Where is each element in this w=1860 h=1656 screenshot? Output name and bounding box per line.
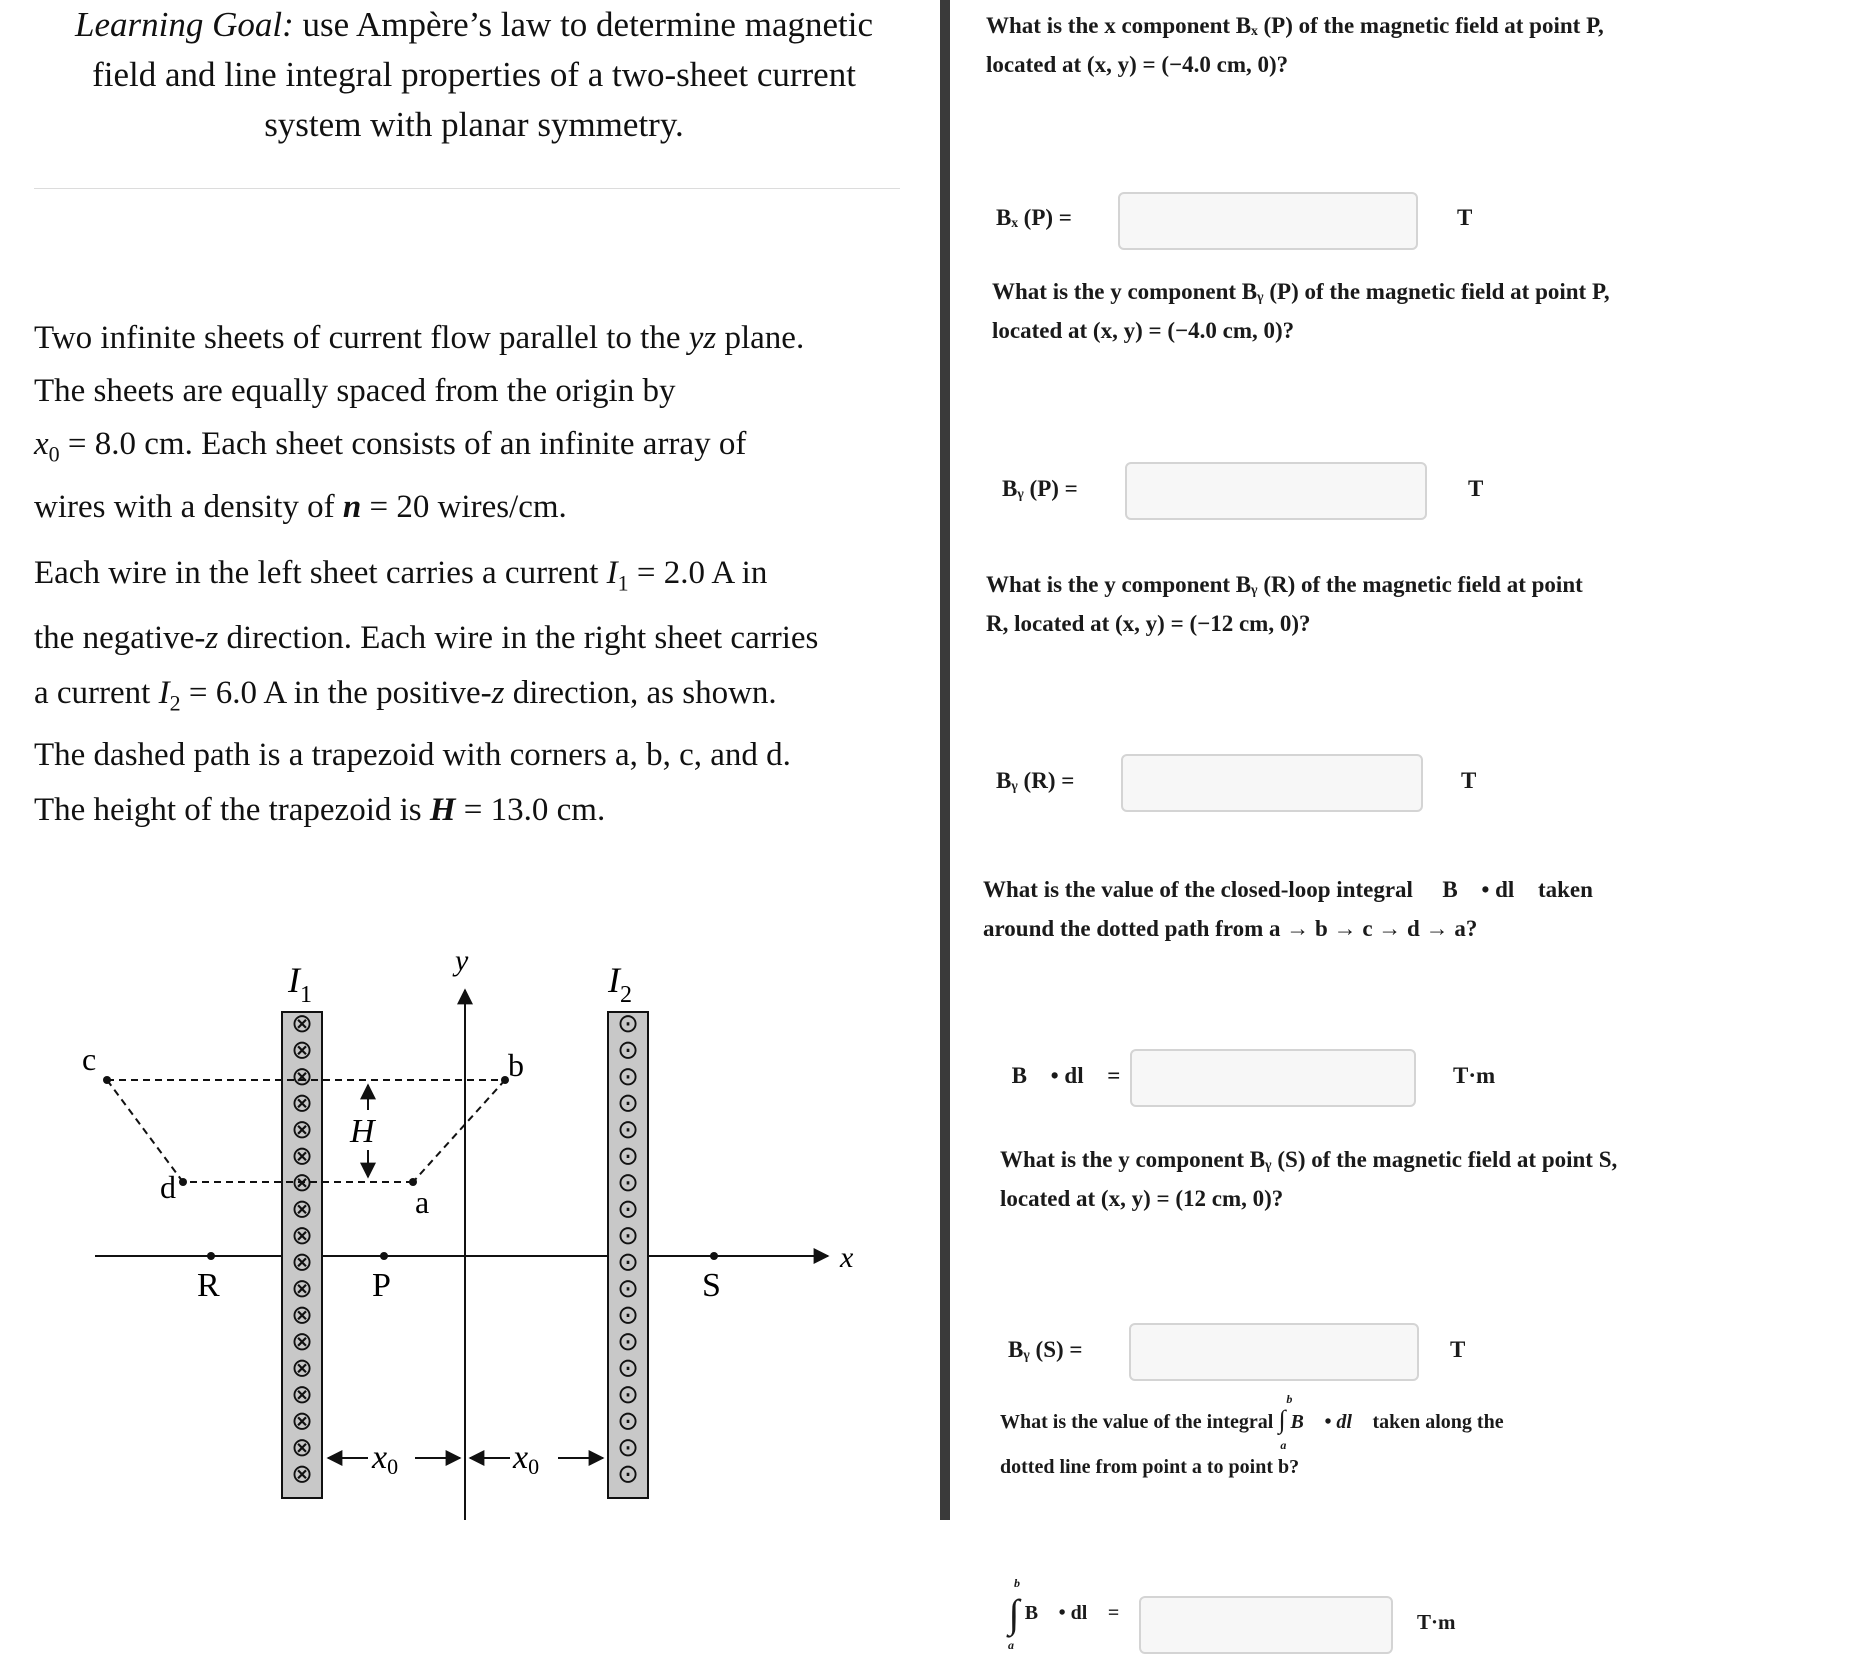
wire-out-of-page-icon: ⊙: [617, 1433, 639, 1463]
I2-sub: 2: [620, 982, 632, 1008]
answer-label-closed-loop: ∮ B⃗ • dl⃗ =: [988, 1063, 1121, 1088]
wire-into-page-icon: ⊗: [291, 1088, 313, 1119]
var-z: z: [205, 619, 219, 656]
answer-input-bx-p[interactable]: [1118, 192, 1418, 250]
answer-input-by-s[interactable]: [1129, 1323, 1419, 1381]
text: = 6.0 A in the positive-: [188, 674, 492, 711]
text: = 2.0 A in: [636, 555, 768, 591]
question-by-r: What is the y component Bᵧ (R) of the magnetic field at point R, located at (x, y) = (−12 cm, 0)?: [986, 572, 1583, 636]
wire-into-page-icon: ⊗: [291, 1141, 313, 1172]
text: wires with a density of: [34, 488, 335, 525]
wire-into-page-icon: ⊗: [291, 1380, 313, 1410]
I2-text: I: [608, 960, 620, 1000]
wire-out-of-page-icon: ⊙: [617, 1062, 639, 1092]
wire-out-of-page-icon: ⊙: [617, 1194, 639, 1225]
q6-expr: B⃗ • dl⃗: [1290, 1411, 1368, 1433]
two-sheet-diagram: [60, 930, 880, 1530]
x0-left-label: [371, 1439, 398, 1479]
wire-out-of-page-icon: ⊙: [617, 1406, 639, 1437]
paragraph-sheets: [34, 312, 914, 534]
corner-label-a: a: [415, 1184, 430, 1220]
label-I1: [287, 960, 312, 1008]
y-axis-label: y: [455, 944, 469, 977]
divider-line: [34, 188, 900, 189]
answer-unit-by-r: T: [1461, 768, 1477, 793]
answer-label-open-integral-text: B⃗ • dl⃗ =: [1024, 1602, 1120, 1624]
answer-label-by-s: Bᵧ (S) =: [1008, 1337, 1083, 1362]
q6-text-a: What is the value of the integral: [1000, 1411, 1274, 1433]
label-I2: [607, 960, 632, 1008]
learning-goal-line-3: system with planar symmetry.: [264, 105, 684, 144]
corner-label-b: b: [508, 1047, 524, 1083]
wire-out-of-page-icon: ⊙: [617, 1035, 639, 1066]
text: The sheets are equally spaced from the origin by: [34, 373, 676, 409]
answer-unit-closed-loop: T·m: [1453, 1063, 1496, 1088]
answer-integral-lower: a: [1008, 1638, 1014, 1652]
wire-out-of-page-icon: ⊙: [617, 1353, 639, 1384]
text: = 20 wires/cm.: [369, 488, 567, 525]
learning-goal: [34, 0, 914, 150]
var-x0: x: [34, 426, 49, 462]
wire-into-page-icon: ⊗: [291, 1062, 313, 1092]
var-n: n: [342, 488, 362, 525]
integral-upper: b: [1286, 1392, 1293, 1406]
q6-text-c: dotted line from point a to point b?: [1000, 1456, 1300, 1478]
text: Each wire in the left sheet carries a current: [34, 555, 599, 591]
wire-into-page-icon: ⊗: [291, 1459, 313, 1490]
var-I1: I: [606, 555, 618, 591]
text: Two infinite sheets of current flow parallel to the: [34, 320, 681, 356]
wire-into-page-icon: ⊗: [291, 1221, 313, 1251]
answer-unit-by-p: T: [1468, 476, 1484, 501]
I1-sub: 1: [300, 982, 312, 1008]
wire-into-page-icon: ⊗: [291, 1168, 313, 1198]
answer-integral-sign: ∫: [1008, 1591, 1019, 1636]
wire-out-of-page-icon: ⊙: [617, 1380, 639, 1410]
height-label: H: [350, 1113, 375, 1150]
q6-text-b: taken along the: [1372, 1411, 1504, 1433]
wire-out-of-page-icon: ⊙: [617, 1459, 639, 1490]
answer-integral-symbol: [1008, 1576, 1020, 1652]
var-I2: I: [158, 674, 170, 711]
answer-integral-upper: b: [1014, 1576, 1020, 1590]
wire-into-page-icon: ⊗: [291, 1194, 313, 1225]
learning-goal-line-1: use Ampère’s law to determine magnetic: [302, 5, 873, 44]
x0-right-label: [512, 1439, 539, 1479]
wire-out-of-page-icon: ⊙: [617, 1115, 639, 1145]
answer-label-open-integral: [1008, 1576, 1120, 1652]
sub: 0: [48, 441, 60, 467]
question-open-integral: [1000, 1392, 1640, 1487]
paragraph-trapezoid: [34, 728, 914, 838]
x0-text: x: [372, 1439, 388, 1476]
point-label-P: P: [372, 1267, 391, 1304]
point-S-dot: [710, 1252, 718, 1260]
text: The height of the trapezoid is: [34, 792, 422, 828]
question-by-s: What is the y component Bᵧ (S) of the magnetic field at point S, located at (x, y) = (12 cm, 0)?: [1000, 1147, 1618, 1211]
question-closed-loop: What is the value of the closed-loop integral ∮ B⃗ • dl⃗ taken around the dotted path from a → b → c → d → a?: [983, 877, 1593, 941]
corner-label-c: c: [82, 1041, 97, 1077]
var-yz: yz: [688, 320, 717, 356]
question-by-p: What is the y component Bᵧ (P) of the magnetic field at point P, located at (x, y) = (−4.0 cm, 0)?: [992, 279, 1610, 343]
var-H: H: [429, 792, 456, 828]
wire-into-page-icon: ⊗: [291, 1009, 313, 1039]
wire-out-of-page-icon: ⊙: [617, 1300, 639, 1331]
corner-label-d: d: [160, 1169, 176, 1205]
questions-panel: [950, 0, 1860, 1656]
x0-sub: 0: [387, 1454, 399, 1479]
answer-unit-by-s: T: [1450, 1337, 1466, 1362]
I1-text: I: [288, 960, 300, 1000]
text: plane.: [724, 320, 805, 356]
wire-into-page-icon: ⊗: [291, 1035, 313, 1066]
x0-sub: 0: [528, 1454, 540, 1479]
answer-input-closed-loop[interactable]: [1130, 1049, 1416, 1107]
var-z: z: [491, 674, 505, 711]
panel-divider: [940, 0, 950, 1520]
point-label-S: S: [702, 1267, 721, 1304]
question-bx-p: What is the x component Bₓ (P) of the magnetic field at point P, located at (x, y) = (−4.0 cm, 0)?: [986, 13, 1604, 77]
x0-text: x: [513, 1439, 529, 1476]
answer-input-by-r[interactable]: [1121, 754, 1423, 812]
wire-into-page-icon: ⊗: [291, 1406, 313, 1437]
left-sheet-wires: [291, 1009, 313, 1490]
wire-into-page-icon: ⊗: [291, 1115, 313, 1145]
wire-out-of-page-icon: ⊙: [617, 1221, 639, 1251]
point-R-dot: [207, 1252, 215, 1260]
wire-out-of-page-icon: ⊙: [617, 1088, 639, 1119]
integral-symbol: [1278, 1392, 1293, 1452]
answer-input-open-integral[interactable]: [1139, 1596, 1393, 1654]
answer-unit-bx-p: T: [1457, 205, 1473, 230]
integral-sign: ∫: [1278, 1405, 1286, 1434]
text: = 8.0 cm. Each sheet consists of an infinite array of: [67, 426, 747, 462]
sub: 1: [617, 570, 629, 596]
answer-input-by-p[interactable]: [1125, 462, 1427, 520]
wire-into-page-icon: ⊗: [291, 1433, 313, 1463]
paragraph-currents: [34, 546, 914, 730]
wire-into-page-icon: ⊗: [291, 1274, 313, 1304]
integral-lower: a: [1280, 1438, 1287, 1452]
right-sheet-wires: [617, 1009, 639, 1490]
wire-out-of-page-icon: ⊙: [617, 1009, 639, 1039]
answer-label-by-r: Bᵧ (R) =: [996, 768, 1075, 793]
point-P-dot: [380, 1252, 388, 1260]
answer-label-by-p: Bᵧ (P) =: [1002, 476, 1078, 501]
wire-out-of-page-icon: ⊙: [617, 1168, 639, 1198]
x-axis-label: x: [840, 1241, 854, 1274]
text: = 13.0 cm.: [463, 792, 606, 828]
text: a current: [34, 674, 151, 711]
wire-out-of-page-icon: ⊙: [617, 1327, 639, 1357]
corner-d-dot: [179, 1178, 187, 1186]
sub: 2: [169, 690, 181, 716]
wire-into-page-icon: ⊗: [291, 1300, 313, 1331]
text: direction. Each wire in the right sheet carries: [226, 619, 819, 656]
point-label-R: R: [197, 1267, 220, 1304]
text: direction, as shown.: [512, 674, 777, 711]
wire-out-of-page-icon: ⊙: [617, 1274, 639, 1304]
answer-unit-open-integral: T·m: [1417, 1610, 1456, 1634]
text: The dashed path is a trapezoid with corners a, b, c, and d.: [34, 737, 791, 773]
wire-into-page-icon: ⊗: [291, 1353, 313, 1384]
wire-out-of-page-icon: ⊙: [617, 1247, 639, 1278]
corner-c-dot: [103, 1076, 111, 1084]
wire-out-of-page-icon: ⊙: [617, 1141, 639, 1172]
text: the negative-: [34, 619, 206, 656]
learning-goal-line-2: field and line integral properties of a two-sheet current: [92, 55, 856, 94]
answer-label-bx-p: Bₓ (P) =: [996, 205, 1072, 230]
wire-into-page-icon: ⊗: [291, 1247, 313, 1278]
wire-into-page-icon: ⊗: [291, 1327, 313, 1357]
learning-goal-label: Learning Goal:: [74, 5, 294, 44]
